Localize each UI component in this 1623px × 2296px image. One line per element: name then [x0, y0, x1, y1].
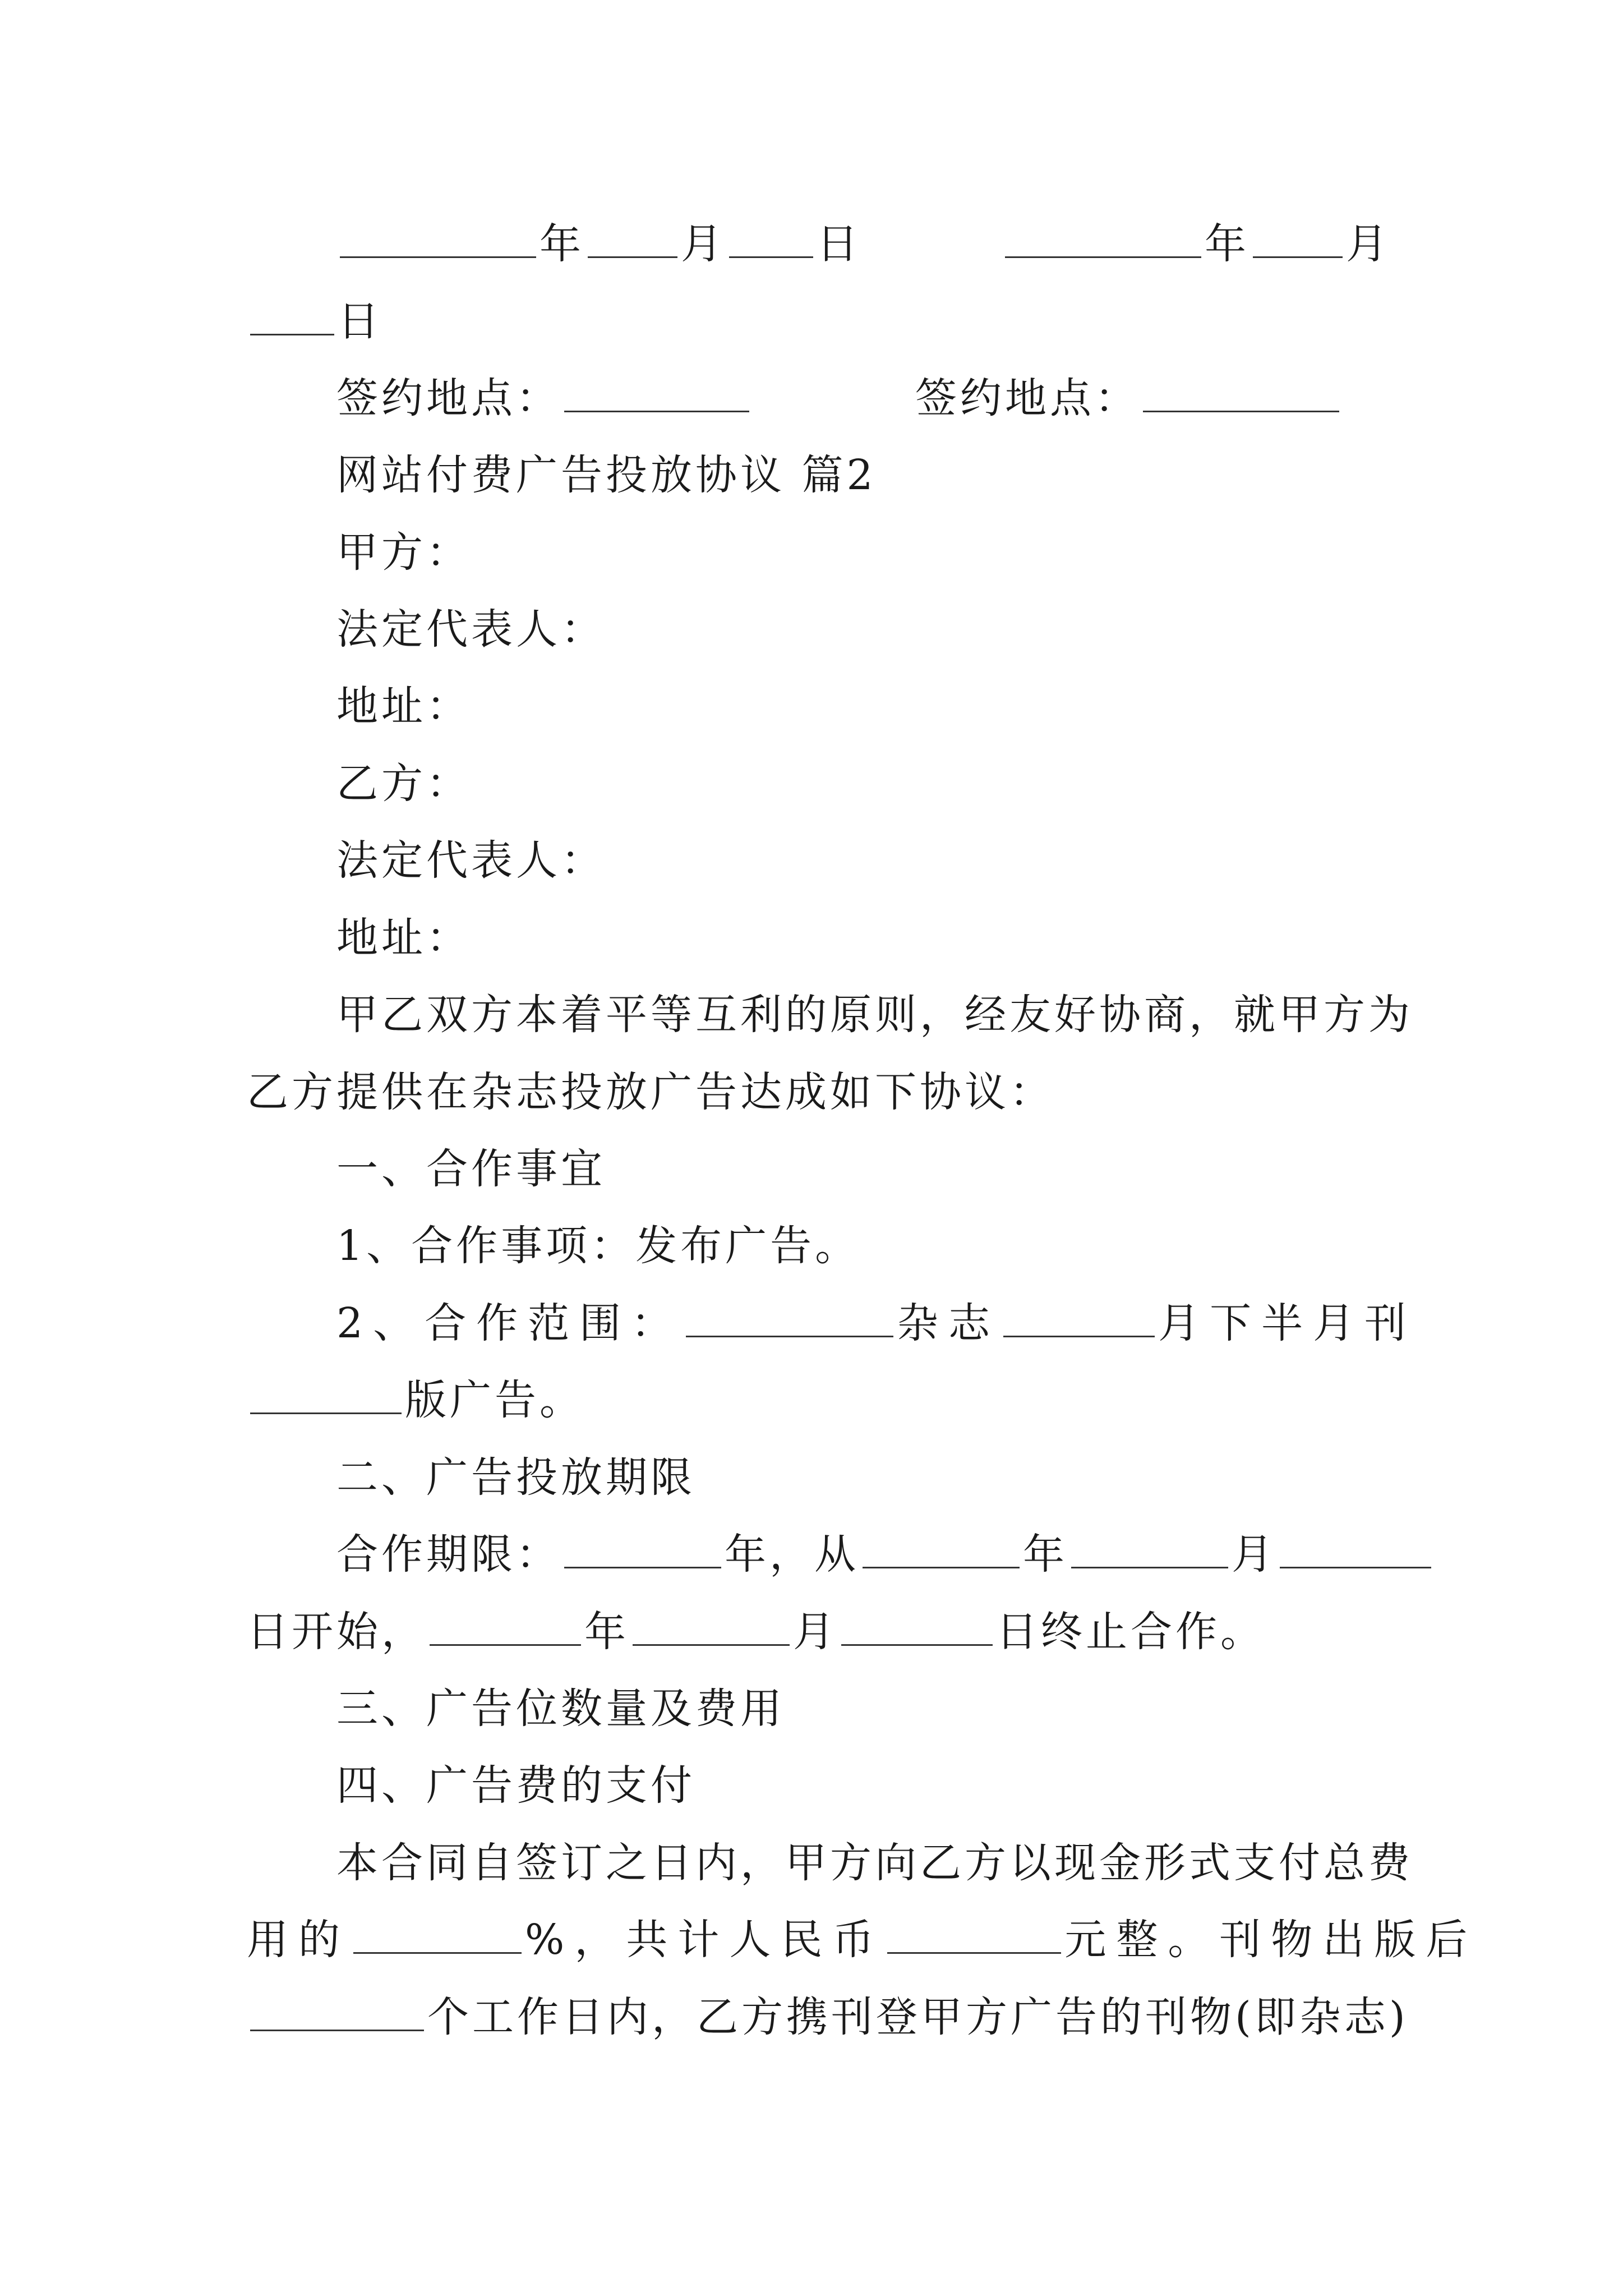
- blank-month: [1003, 1301, 1155, 1337]
- blank-month-a: [588, 222, 677, 258]
- blank-year-a: [340, 222, 536, 258]
- month-label-a: 月: [681, 220, 726, 268]
- blank-place-a: [564, 376, 749, 412]
- intro-line-2: 乙方提供在杂志投放广告达成如下协议：: [247, 1068, 1054, 1116]
- signature-date-line: [336, 213, 1481, 275]
- term-day-end: 日终止合作。: [996, 1608, 1265, 1656]
- term-line-1: [336, 1524, 1481, 1585]
- blank-day-b: [250, 299, 334, 335]
- payment-yuan: 元整。刊物出版后: [1064, 1916, 1478, 1964]
- item-2: [336, 1292, 1481, 1354]
- year-label-b: 年: [1205, 220, 1249, 268]
- heading-payment: 四、广告费的支付: [336, 1761, 695, 1810]
- blank-year-b: [1005, 222, 1201, 258]
- payment-line-3: [247, 1986, 1409, 2048]
- blank-end-day: [841, 1609, 993, 1646]
- blank-workdays: [250, 1995, 424, 2031]
- addr-b: 地址：: [336, 914, 471, 962]
- payment-percent: %，共计人民币: [525, 1916, 884, 1964]
- item-2-magazine: 杂志: [897, 1299, 1000, 1347]
- blank-month-b: [1253, 222, 1343, 258]
- term-year: 年: [1023, 1530, 1068, 1579]
- item-2-cont: [247, 1369, 1391, 1431]
- term-line-2: [247, 1601, 1391, 1663]
- term-prefix: 合作期限：: [336, 1530, 561, 1579]
- term-month-end: 月: [793, 1608, 838, 1656]
- addr-a: 地址：: [336, 682, 471, 730]
- payment-prefix: 用的: [247, 1916, 350, 1964]
- intro-line-1: 甲乙双方本着平等互利的原则，经友好协商，就甲方为: [336, 991, 1413, 1039]
- signature-date-line-cont: [247, 291, 1391, 352]
- blank-day-a: [729, 222, 813, 258]
- blank-page: [250, 1378, 402, 1414]
- blank-term-years: [564, 1532, 721, 1568]
- party-b: 乙方：: [336, 760, 471, 808]
- blank-percent: [353, 1917, 522, 1954]
- heading-cooperation: 一、合作事宜: [336, 1145, 606, 1193]
- term-year-from: 年，从: [725, 1530, 859, 1579]
- item-2-suffix: 版广告。: [405, 1376, 584, 1424]
- section-title: 网站付费广告投放协议 篇2: [336, 451, 877, 499]
- blank-amount: [887, 1917, 1061, 1954]
- blank-end-month: [633, 1609, 790, 1646]
- heading-quantity-fee: 三、广告位数量及费用: [336, 1685, 785, 1733]
- sign-place-label-b: 签约地点：: [915, 374, 1140, 422]
- month-label-b: 月: [1346, 220, 1391, 268]
- sign-place-line: [336, 367, 1481, 429]
- blank-end-year: [430, 1609, 581, 1646]
- rep-b: 法定代表人：: [336, 836, 606, 885]
- sign-place-label-a: 签约地点：: [336, 374, 561, 422]
- payment-line-3-suffix: 个工作日内，乙方携刊登甲方广告的刊物(即杂志): [427, 1993, 1409, 2041]
- item-2-prefix: 2、合作范围：: [336, 1299, 683, 1347]
- term-month: 月: [1232, 1530, 1276, 1579]
- blank-start-year: [863, 1532, 1020, 1568]
- year-label-a: 年: [540, 220, 584, 268]
- item-1: 1、合作事项：发布广告。: [336, 1222, 860, 1270]
- day-label-a: 日: [817, 220, 861, 268]
- blank-start-month: [1071, 1532, 1228, 1568]
- term-day-start: 日开始，: [247, 1608, 426, 1656]
- rep-a: 法定代表人：: [336, 605, 606, 654]
- heading-term: 二、广告投放期限: [336, 1453, 695, 1502]
- payment-line-1: 本合同自签订之日内，甲方向乙方以现金形式支付总费: [336, 1839, 1413, 1887]
- blank-place-b: [1143, 376, 1339, 412]
- party-a: 甲方：: [336, 528, 471, 577]
- blank-magazine-name: [686, 1301, 893, 1337]
- payment-line-2: [247, 1909, 1478, 1971]
- day-label-b: 日: [338, 297, 382, 346]
- term-year-end: 年: [584, 1608, 629, 1656]
- item-2-period: 月下半月刊: [1158, 1299, 1417, 1347]
- blank-start-day: [1280, 1532, 1431, 1568]
